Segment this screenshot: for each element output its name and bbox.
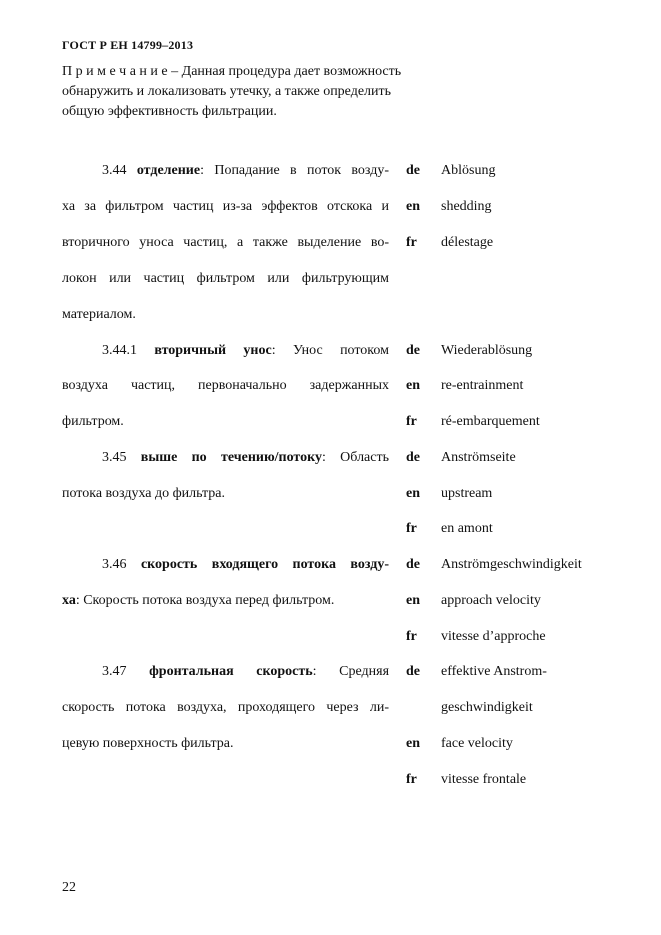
- lang-code: en: [406, 593, 420, 608]
- lang-code: de: [406, 343, 420, 358]
- translation-term: Anströmseite: [441, 450, 516, 465]
- note-text-line: – Данная процедура дает возможность: [167, 64, 402, 79]
- lang-code: en: [406, 378, 420, 393]
- lang-code: fr: [406, 772, 417, 787]
- lang-code: de: [406, 450, 420, 465]
- entry-number: 3.47: [102, 664, 127, 679]
- entry-term-continued: ха: [62, 593, 76, 608]
- lang-code: fr: [406, 414, 417, 429]
- translation-term: en amont: [441, 521, 493, 536]
- translation-term: face velocity: [441, 736, 513, 751]
- lang-code: en: [406, 199, 420, 214]
- translation-term: ré-embarquement: [441, 414, 540, 429]
- translation-term: Wiederablösung: [441, 343, 533, 358]
- lang-code: de: [406, 163, 420, 178]
- lang-code: de: [406, 664, 420, 679]
- entry-definition-line: цевую поверхность фильтра.: [62, 736, 234, 751]
- translation-term: approach velocity: [441, 593, 541, 608]
- translation-term: Ablösung: [441, 163, 496, 178]
- entry-term: фронтальная скорость: [149, 664, 313, 679]
- translation-term: re-entrainment: [441, 378, 524, 393]
- entry-number: 3.45: [102, 450, 127, 465]
- translation-term: shedding: [441, 199, 492, 214]
- entry-definition-line: локон или частиц фильтром или фильтрующим: [62, 271, 389, 286]
- entry-term: выше по течению/потоку: [140, 450, 322, 465]
- note-text-line: обнаружить и локализовать утечку, а также определить: [62, 84, 392, 99]
- translation-term: upstream: [441, 486, 493, 501]
- lang-code: fr: [406, 629, 417, 644]
- lang-code: en: [406, 486, 420, 501]
- entry-term: вторичный унос: [154, 343, 272, 358]
- entry-definition-line: материалом.: [62, 307, 136, 322]
- lang-code: de: [406, 557, 420, 572]
- entry-definition-line: ха за фильтром частиц из-за эффектов отскока и: [62, 199, 389, 214]
- translation-term-continued: geschwindigkeit: [441, 700, 533, 715]
- lang-code: fr: [406, 235, 417, 250]
- entry-term: скорость входящего потока возду-: [140, 557, 389, 572]
- entry-definition-line: воздуха частиц, первоначально задержанных: [62, 378, 389, 393]
- translation-term: Anströmgeschwindigkeit: [441, 557, 582, 572]
- translation-term: vitesse d’approche: [441, 629, 546, 644]
- translation-term: vitesse frontale: [441, 772, 527, 787]
- entry-definition-line: фильтром.: [62, 414, 124, 429]
- lang-code: fr: [406, 521, 417, 536]
- entry-number: 3.46: [102, 557, 127, 572]
- entry-number: 3.44: [102, 163, 127, 178]
- standard-header: ГОСТ Р ЕН 14799–2013: [62, 38, 194, 52]
- entry-definition-line: вторичного уноса частиц, а также выделение во-: [62, 235, 389, 250]
- entry-definition-line: скорость потока воздуха, проходящего через ли-: [62, 700, 389, 715]
- entry-term: отделение: [136, 163, 201, 178]
- entry-definition-line: : Скорость потока воздуха перед фильтром.: [75, 593, 335, 608]
- note-label: П р и м е ч а н и е: [62, 64, 168, 79]
- note-block: [62, 62, 402, 122]
- entry-definition-line: потока воздуха до фильтра.: [62, 486, 226, 501]
- entry-number: 3.44.1: [102, 343, 137, 358]
- page-number: 22: [62, 880, 76, 895]
- lang-code: en: [406, 736, 420, 751]
- entry-definition-line: : Область: [322, 450, 389, 465]
- entry-definition-line: : Средняя: [312, 664, 390, 679]
- note-text-line: общую эффективность фильтрации.: [62, 104, 277, 119]
- entry-definition-line: : Унос потоком: [271, 343, 389, 358]
- translation-term: effektive Anstrom-: [441, 664, 547, 679]
- entry-definition-line: : Попадание в поток возду-: [200, 163, 389, 178]
- translation-term: délestage: [441, 235, 494, 250]
